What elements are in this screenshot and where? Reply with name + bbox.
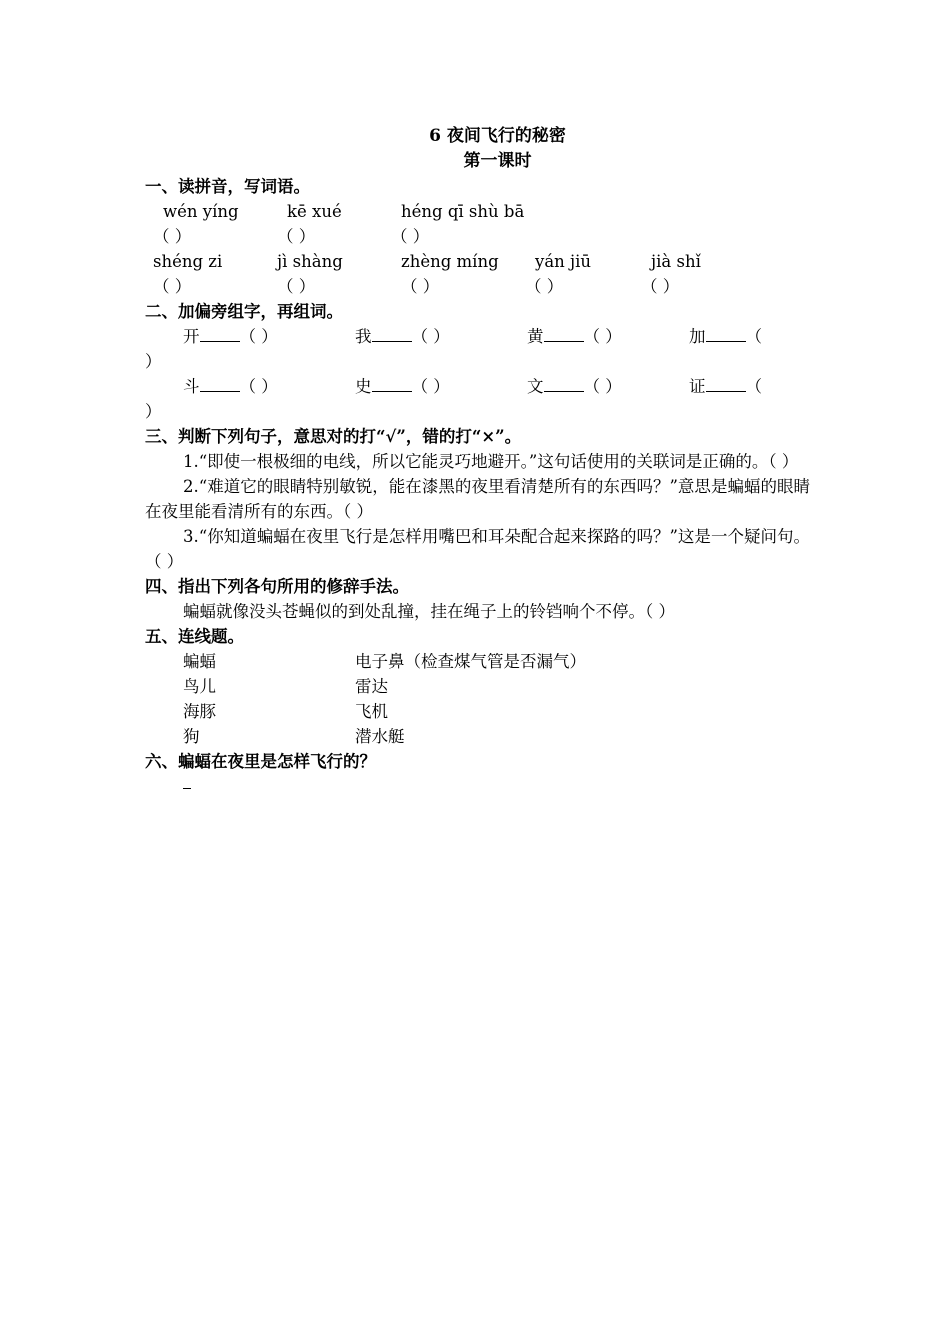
pinyin: jià shǐ <box>651 252 701 271</box>
worksheet <box>145 124 810 799</box>
pinyin: yán jiū <box>535 252 592 271</box>
pinyin: jì shàng <box>277 252 343 271</box>
fill-blank[interactable] <box>200 374 240 392</box>
match-row <box>145 699 810 724</box>
answer-area <box>145 774 810 799</box>
answer-bracket[interactable]: （ ） <box>391 227 430 246</box>
pinyin: héng qī shù bā <box>401 202 525 221</box>
judge-item: 3.“你知道蝙蝠在夜里飞行是怎样用嘴巴和耳朵配合起来探路的吗？”这是一个疑问句。（ ） <box>145 527 810 571</box>
base-char: 黄 <box>527 327 544 346</box>
fill-blank[interactable] <box>544 324 584 342</box>
match-row <box>145 674 810 699</box>
answer-line[interactable] <box>183 774 191 789</box>
section-3-heading: 三、判断下列句子，意思对的打“√”，错的打“×”。 <box>145 427 522 446</box>
section-5-heading: 五、连线题。 <box>145 627 244 646</box>
pinyin: wén yíng <box>163 202 239 221</box>
match-right[interactable]: 雷达 <box>355 677 388 696</box>
answer-bracket[interactable]: （ ） <box>641 277 680 296</box>
pinyin: shéng zi <box>153 252 223 271</box>
base-char: 加 <box>689 327 706 346</box>
answer-bracket[interactable]: （ ） <box>277 277 316 296</box>
fill-blank[interactable] <box>372 374 412 392</box>
base-char: 斗 <box>183 377 200 396</box>
match-row <box>145 649 810 674</box>
answer-bracket[interactable]: （ ） <box>401 277 440 296</box>
match-right[interactable]: 电子鼻（检查煤气管是否漏气） <box>355 652 586 671</box>
lesson-title: 6 夜间飞行的秘密 <box>429 126 566 146</box>
rhetoric-sentence: 蝙蝠就像没头苍蝇似的到处乱撞，挂在绳子上的铃铛响个不停。（ ） <box>183 602 675 621</box>
fill-blank[interactable] <box>372 324 412 342</box>
section-1-heading: 一、读拼音，写词语。 <box>145 177 310 196</box>
pinyin: kē xué <box>287 202 342 221</box>
pinyin-row-1 <box>145 199 810 224</box>
answer-bracket[interactable]: （ ） <box>277 227 316 246</box>
answer-bracket[interactable]: （ ） <box>239 377 278 396</box>
base-char: 开 <box>183 327 200 346</box>
fill-blank[interactable] <box>200 324 240 342</box>
bracket-row-2 <box>145 274 810 299</box>
pinyin-row-2 <box>145 249 810 274</box>
wrap-close: ） <box>145 352 162 371</box>
answer-bracket[interactable]: （ ） <box>153 227 192 246</box>
lesson-subtitle: 第一课时 <box>463 151 532 171</box>
base-char: 我 <box>355 327 372 346</box>
answer-bracket[interactable]: （ ） <box>239 327 278 346</box>
bracket-row-1 <box>145 224 810 249</box>
base-char: 史 <box>355 377 372 396</box>
match-left[interactable]: 海豚 <box>183 702 216 721</box>
section-4-heading: 四、指出下列各句所用的修辞手法。 <box>145 577 409 596</box>
answer-bracket[interactable]: （ ） <box>411 327 450 346</box>
fill-blank[interactable] <box>706 324 746 342</box>
match-row <box>145 724 810 749</box>
section-2-heading: 二、加偏旁组字，再组词。 <box>145 302 343 321</box>
match-left[interactable]: 狗 <box>183 727 200 746</box>
answer-bracket[interactable]: （ ） <box>153 277 192 296</box>
judge-item: 2.“难道它的眼睛特别敏锐，能在漆黑的夜里看清楚所有的东西吗？”意思是蝙蝠的眼睛在夜里能看清所有的东西。（ ） <box>145 477 810 521</box>
radical-row-2: 斗 （ ） 史 （ ） 文 （ ） 证 （ <box>145 374 810 399</box>
section-6-heading: 六、蝙蝠在夜里是怎样飞行的？ <box>145 752 376 771</box>
base-char: 文 <box>527 377 544 396</box>
pinyin: zhèng míng <box>401 252 499 271</box>
answer-bracket[interactable]: （ ） <box>525 277 564 296</box>
answer-bracket[interactable]: （ ） <box>411 377 450 396</box>
fill-blank[interactable] <box>544 374 584 392</box>
answer-bracket[interactable]: （ ） <box>583 327 622 346</box>
judge-item: 1.“即使一根极细的电线，所以它能灵巧地避开。”这句话使用的关联词是正确的。（ ） <box>183 452 799 471</box>
wrap-close: ） <box>145 402 162 421</box>
fill-blank[interactable] <box>706 374 746 392</box>
base-char: 证 <box>689 377 706 396</box>
match-right[interactable]: 潜水艇 <box>355 727 405 746</box>
match-left[interactable]: 鸟儿 <box>183 677 216 696</box>
match-left[interactable]: 蝙蝠 <box>183 652 216 671</box>
radical-row-1: 开 （ ） 我 （ ） 黄 （ ） 加 （ <box>145 324 810 349</box>
match-right[interactable]: 飞机 <box>355 702 388 721</box>
answer-bracket[interactable]: （ ） <box>583 377 622 396</box>
